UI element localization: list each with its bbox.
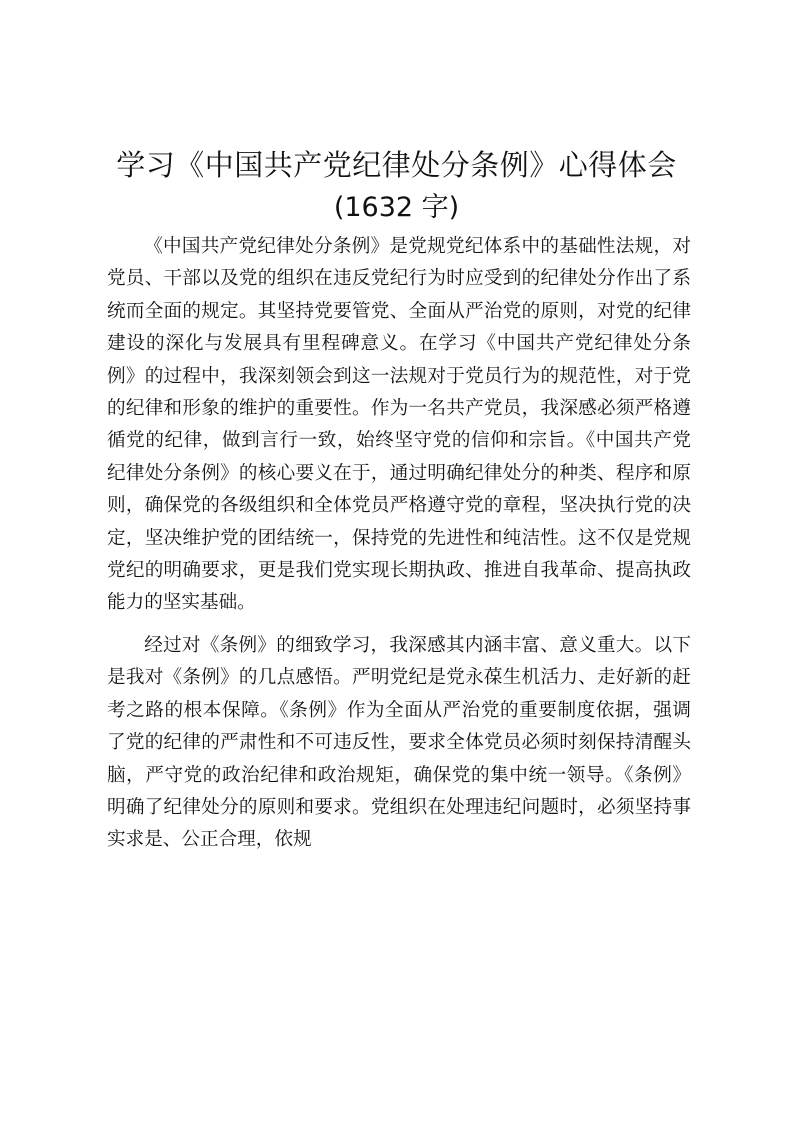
body-paragraph-2: 经过对《条例》的细致学习，我深感其内涵丰富、意义重大。以下是我对《条例》的几点感悟。严明党纪是党永葆生机活力、走好新的赶考之路的根本保障。《条例》作为全面从严治党的重要制度依据，强调了党的纪律的严肃性和不可违反性，要求全体党员必须时刻保持清醒头脑，严守党的政治纪律和政治规矩，确保党的集中统一领导。《条例》明确了纪律处分的原则和要求。党组织在处理违纪问题时，必须坚持事实求是、公正合理，依规: [107, 634, 691, 851]
document-body: [107, 231, 691, 857]
document-title: 学习《中国共产党纪律处分条例》心得体会: [116, 148, 677, 182]
body-paragraph-1: 《中国共产党纪律处分条例》是党规党纪体系中的基础性法规，对党员、干部以及党的组织在违反党纪行为时应受到的纪律处分作出了系统而全面的规定。其坚持党要管党、全面从严治党的原则，对党的纪律建设的深化与发展具有里程碑意义。在学习《中国共产党纪律处分条例》的过程中，我深刻领会到这一法规对于党员行为的规范性，对于党的纪律和形象的维护的重要性。作为一名共产党员，我深感必须严格遵循党的纪律，做到言行一致，始终坚守党的信仰和宗旨。《中国共产党纪律处分条例》的核心要义在于，通过明确纪律处分的种类、程序和原则，确保党的各级组织和全体党员严格遵守党的章程，坚决执行党的决定，坚决维护党的团结统一，保持党的先进性和纯洁性。这不仅是党规党纪的明确要求，更是我们党实现长期执政、推进自我革命、提高执政能力的坚实基础。: [107, 236, 691, 614]
word-count-subtitle: (1632 字): [333, 192, 460, 223]
